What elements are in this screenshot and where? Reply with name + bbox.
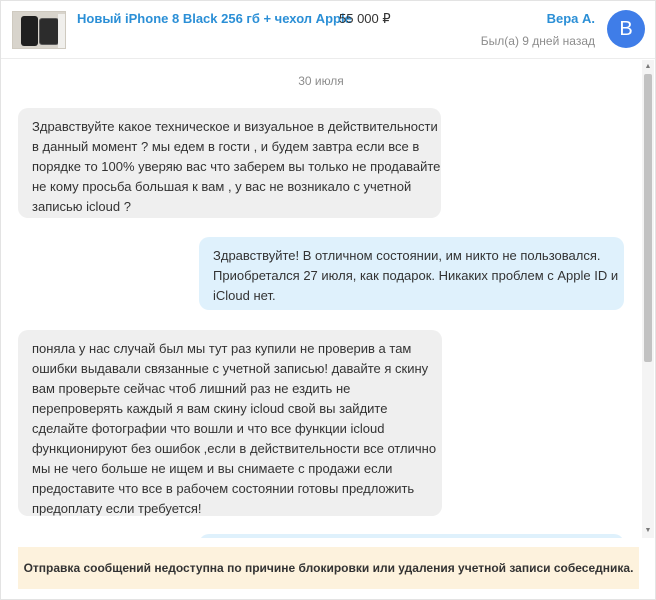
ad-price: 55 000 ₽: [339, 11, 391, 26]
message-line: Здравствуйте! В отличном состоянии, им никто не пользовался.: [213, 248, 601, 263]
avatar[interactable]: B: [607, 10, 645, 48]
message-line: Приобретался 27 июля, как подарок. Никаких проблем с Apple ID и: [213, 268, 619, 283]
message-line: iCloud нет.: [213, 288, 276, 303]
message-list: [1, 60, 641, 538]
message-line: не кому просьба большая к вам , у вас не возникало с учетной: [32, 179, 412, 194]
message-outgoing: [199, 237, 624, 310]
message-line: порядке то 100% уверяю вас что заберем вы только не продавайте: [32, 159, 441, 174]
ad-title-link[interactable]: Новый iPhone 8 Black 256 гб + чехол Apple: [77, 11, 352, 26]
message-line: поняла у нас случай был мы тут раз купили не проверив а там: [32, 341, 412, 356]
ad-thumbnail[interactable]: [12, 11, 66, 49]
blocked-notice: Отправка сообщений недоступна по причине блокировки или удаления учетной записи собеседника.: [18, 547, 639, 589]
chat-header: [1, 1, 655, 59]
phone-image-front: [21, 16, 38, 46]
message-outgoing-partial: [199, 534, 624, 538]
message-line: предоставите что все в рабочем состоянии готовы предложить: [32, 481, 415, 496]
message-line: функционируют без ошибок ,если в действительности все отлично: [32, 441, 437, 456]
message-line: ошибки выдавали связанные с учетной записью! давайте я скину: [32, 361, 429, 376]
scroll-up-arrow-icon[interactable]: ▲: [644, 63, 652, 70]
message-line: вам проверьте сейчас чтоб лишний раз не ездить не: [32, 381, 351, 396]
scrollbar-thumb[interactable]: [644, 74, 652, 362]
message-incoming: [18, 330, 442, 516]
message-incoming: [18, 108, 441, 218]
message-line: мы не чего больше не ищем и вы снимаете с продажи если: [32, 461, 393, 476]
user-name-link[interactable]: Вера А.: [546, 11, 595, 26]
message-scrollbar[interactable]: [642, 60, 654, 538]
message-line: сделайте фотографии что вошли и что все функции icloud: [32, 421, 385, 436]
message-line: в данный момент ? мы едем в гости , и будем завтра если все в: [32, 139, 420, 154]
message-line: записью icloud ?: [32, 199, 131, 214]
message-line: предоплату если требуется!: [32, 501, 202, 516]
scroll-down-arrow-icon[interactable]: ▼: [644, 527, 652, 534]
last-seen-status: Был(а) 9 дней назад: [480, 34, 595, 48]
date-separator: 30 июля: [298, 74, 344, 88]
message-line: перепроверять каждый я вам скину icloud свой вы зайдите: [32, 401, 388, 416]
phone-box-image: [58, 14, 66, 48]
phone-image-back: [39, 18, 59, 45]
message-line: Здравствуйте какое техническое и визуальное в действительности: [32, 119, 438, 134]
